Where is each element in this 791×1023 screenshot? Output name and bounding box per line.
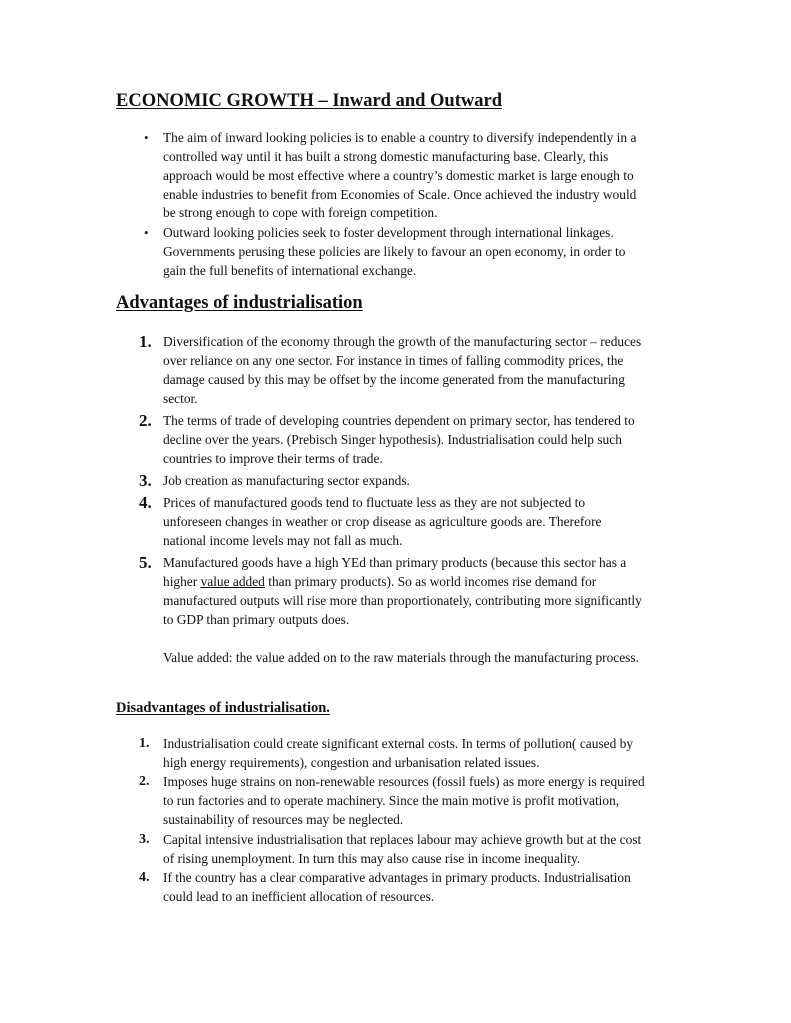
text-line: decline over the years. (Prebisch Singer hypothesis). Industrialisation could help such (163, 432, 622, 447)
text-line: gain the full benefits of international exchange. (163, 263, 417, 278)
text-line: Governments perusing these policies are likely to favour an open economy, in order to (163, 244, 626, 259)
bullet-marker: • (144, 130, 149, 145)
text-line: be strong enough to cope with foreign competition. (163, 205, 438, 220)
bullet-marker: • (144, 225, 149, 240)
text-line: to run factories and to operate machinery. Since the main motive is profit motivation, (163, 793, 620, 808)
text-line: unforeseen changes in weather or crop disease as agriculture goods are. Therefore (163, 514, 602, 529)
heading-disadvantages: Disadvantages of industrialisation. (116, 700, 330, 716)
text-line: Outward looking policies seek to foster development through international linkages. (163, 225, 614, 240)
text-line: Diversification of the economy through the growth of the manufacturing sector – reduces (163, 334, 642, 349)
text-line: sustainability of resources may be neglected. (163, 812, 404, 827)
text-line: Capital intensive industrialisation that replaces labour may achieve growth but at the cost (163, 832, 642, 847)
heading-advantages: Advantages of industrialisation (116, 293, 363, 313)
list-number: 3. (139, 832, 150, 847)
list-number: 2. (139, 774, 150, 789)
text-line (163, 573, 596, 592)
text-line: sector. (163, 391, 198, 406)
text-line: manufactured outputs will rise more than proportionately, contributing more significantly (163, 593, 642, 608)
list-number: 2. (139, 411, 152, 430)
list-number: 3. (139, 471, 152, 490)
list-number: 1. (139, 332, 152, 351)
list-number: 5. (139, 553, 152, 572)
text-line: The terms of trade of developing countries dependent on primary sector, has tendered to (163, 413, 635, 428)
text-line: over reliance on any one sector. For instance in times of falling commodity prices, the (163, 353, 624, 368)
heading-economic-growth: ECONOMIC GROWTH – Inward and Outward (116, 91, 502, 111)
text-line: Industrialisation could create significant external costs. In terms of pollution( caused by (163, 736, 634, 751)
text-line: Job creation as manufacturing sector expands. (163, 473, 410, 488)
value-added-term: value added (200, 574, 265, 589)
text-line: damage caused by this may be offset by the income generated from the manufacturing (163, 372, 625, 387)
text-line: to GDP than primary outputs does. (163, 612, 350, 627)
text-line: Prices of manufactured goods tend to fluctuate less as they are not subjected to (163, 495, 586, 510)
text-line: enable industries to benefit from Economies of Scale. Once achieved the industry would (163, 187, 637, 202)
text-line: national income levels may not fall as much. (163, 533, 403, 548)
text-line: approach would be most effective where a country’s domestic market is large enough to (163, 168, 634, 183)
text-line: of rising unemployment. In turn this may also cause rise in income inequality. (163, 851, 581, 866)
text-line: controlled way until it has built a strong domestic manufacturing base. Clearly, this (163, 149, 609, 164)
text-line: could lead to an inefficient allocation of resources. (163, 889, 435, 904)
text-line: If the country has a clear comparative advantages in primary products. Industrialisation (163, 870, 631, 885)
list-number: 1. (139, 736, 150, 751)
text-line: The aim of inward looking policies is to enable a country to diversify independently in a (163, 130, 637, 145)
text-line: Imposes huge strains on non-renewable resources (fossil fuels) as more energy is required (163, 774, 645, 789)
list-number: 4. (139, 493, 152, 512)
list-number: 4. (139, 870, 150, 885)
text-span: higher (163, 574, 201, 589)
text-line: countries to improve their terms of trade. (163, 451, 383, 466)
text-span: than primary products). So as world incomes rise demand for (264, 574, 597, 589)
value-added-note: Value added: the value added on to the raw materials through the manufacturing process. (163, 650, 639, 665)
text-line: high energy requirements), congestion and urbanisation related issues. (163, 755, 540, 770)
text-line: Manufactured goods have a high YEd than primary products (because this sector has a (163, 555, 627, 570)
